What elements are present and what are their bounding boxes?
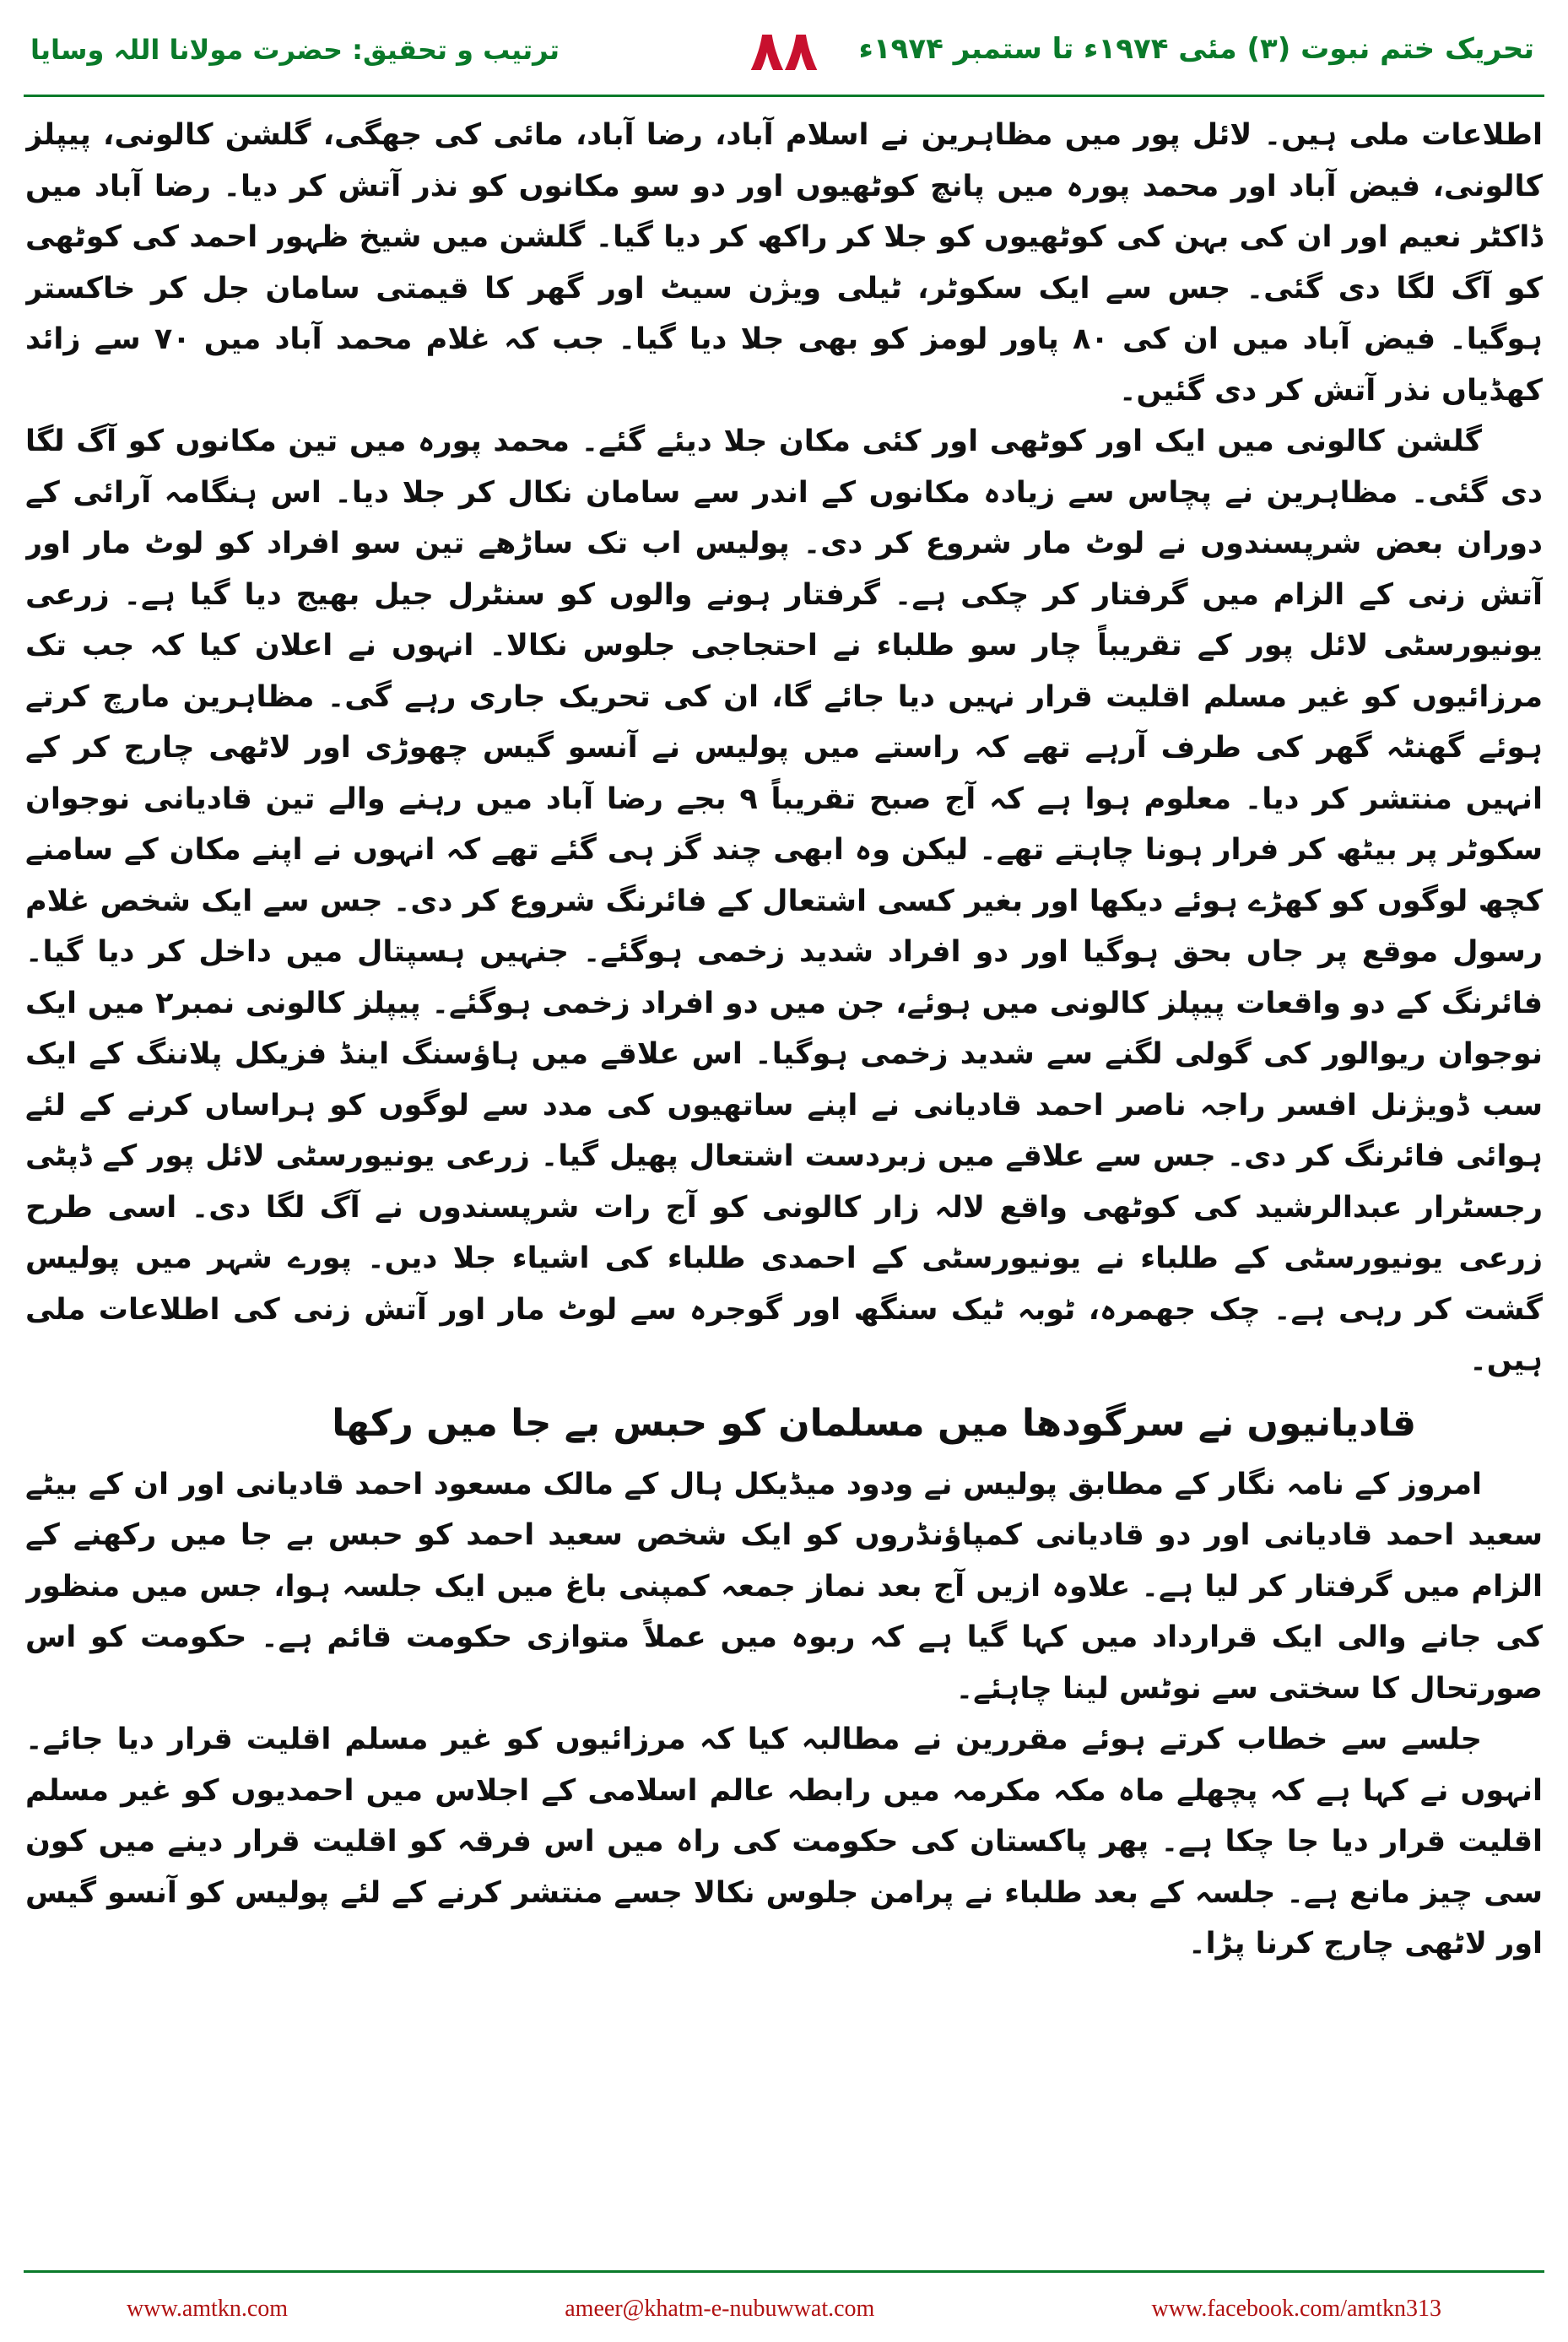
book-title: تحریک ختم نبوت (۳) مئی ۱۹۷۴ء تا ستمبر ۱۹۷۴ء — [858, 32, 1534, 66]
section-heading: قادیانیوں نے سرگودھا میں مسلمان کو حبس بے جا میں رکھا — [332, 1401, 1416, 1445]
paragraph-2: گلشن کالونی میں ایک اور کوٹھی اور کئی مکان جلا دیئے گئے۔ محمد پورہ میں تین مکانوں کو آگ لگا دی گئی۔ مظاہرین نے پچاس سے زیادہ مکانوں کے اندر سے سامان نکال کر جلا دیا۔ اس ہنگامہ آرائی کے دوران بعض شرپسندوں نے لوٹ مار شروع کر دی۔ پولیس اب تک ساڑھے تین سو افراد کو لوٹ مار اور آتش زنی کے الزام میں گرفتار کر چکی ہے۔ گرفتار ہونے والوں کو سنٹرل جیل بھیج دیا گیا ہے۔ زرعی یونیورسٹی لائل پور کے تقریباً چار سو طلباء نے احتجاجی جلوس نکالا۔ انہوں نے اعلان کیا کہ جب تک مرزائیوں کو غیر مسلم اقلیت قرار نہیں دیا جائے گا، ان کی تحریک جاری رہے گی۔ مظاہرین مارچ کرتے ہوئے گھنٹہ گھر کی طرف آرہے تھے کہ راستے میں پولیس نے آنسو گیس چھوڑی اور لاٹھی چارج کر کے انہیں منتشر کر دیا۔ معلوم ہوا ہے کہ آج صبح تقریباً ۹ بجے رضا آباد میں رہنے والے تین قادیانی نوجوان سکوٹر پر بیٹھ کر فرار ہونا چاہتے تھے۔ لیکن وہ ابھی چند گز ہی گئے تھے کہ انہوں نے اپنے مکان کے سامنے کچھ لوگوں کو کھڑے ہوئے دیکھا اور بغیر کسی اشتعال کے فائرنگ شروع کر دی۔ جس سے ایک شخص غلام رسول موقع پر جاں بحق ہوگیا اور دو افراد شدید زخمی ہوگئے۔ جنہیں ہسپتال میں داخل کر دیا گیا۔ فائرنگ کے دو واقعات پیپلز کالونی میں ہوئے، جن میں دو افراد زخمی ہوگئے۔ پیپلز کالونی نمبر۲ میں ایک نوجوان ریوالور کی گولی لگنے سے شدید زخمی ہوگیا۔ اس علاقے میں ہاؤسنگ اینڈ فزیکل پلاننگ کے ایک سب ڈویژنل افسر راجہ ناصر احمد قادیانی نے اپنے ساتھیوں کی مدد سے لوگوں کو ہراساں کرنے کے لئے ہوائی فائرنگ کر دی۔ جس سے علاقے میں زبردست اشتعال پھیل گیا۔ زرعی یونیورسٹی لائل پور کے ڈپٹی رجسٹرار عبدالرشید کی کوٹھی واقع لالہ زار کالونی کو آج رات شرپسندوں نے آگ لگا دی۔ اسی طرح زرعی یونیورسٹی کے طلباء نے یونیورسٹی کے احمدی طلباء کی اشیاء جلا دیں۔ پورے شہر میں پولیس گشت کر رہی ہے۔ چک جھمرہ، ٹوبہ ٹیک سنگھ اور گوجرہ سے لوٹ مار اور آتش زنی کی اطلاعات ملی ہیں۔ — [25, 425, 1543, 1377]
compiler-credit: ترتیب و تحقیق: حضرت مولانا اللہ وسایا — [30, 34, 560, 66]
page-footer — [0, 2275, 1568, 2342]
page-header — [0, 0, 1568, 93]
paragraph-1: اطلاعات ملی ہیں۔ لائل پور میں مظاہرین نے اسلام آباد، رضا آباد، مائی کی جھگی، گلشن کالونی، پیپلز کالونی، فیض آباد اور محمد پورہ میں پانچ کوٹھیوں اور دو سو مکانوں کو نذر آتش کر دیا۔ رضا آباد میں ڈاکٹر نعیم اور ان کی بہن کی کوٹھیوں کو جلا کر راکھ کر دیا گیا۔ گلشن میں شیخ ظہور احمد کی کوٹھی کو آگ لگا دی گئی۔ جس سے ایک سکوٹر، ٹیلی ویژن سیٹ اور گھر کا قیمتی سامان جل کر خاکستر ہوگیا۔ فیض آباد میں ان کی ۸۰ پاور لومز کو بھی جلا دیا گیا۔ جب کہ غلام محمد آباد میں ۷۰ سے زائد کھڈیاں نذر آتش کر دی گئیں۔ — [25, 118, 1543, 408]
facebook-link[interactable]: www.facebook.com/amtkn313 — [1151, 2295, 1441, 2322]
paragraph-4: جلسے سے خطاب کرتے ہوئے مقررین نے مطالبہ کیا کہ مرزائیوں کو غیر مسلم اقلیت قرار دیا جائے۔ انہوں نے کہا ہے کہ پچھلے ماہ مکہ مکرمہ میں رابطہ عالم اسلامی کے اجلاس میں احمدیوں کو غیر مسلم اقلیت قرار دیا جا چکا ہے۔ پھر پاکستان کی حکومت کی راہ میں اس فرقہ کو اقلیت قرار دینے میں کون سی چیز مانع ہے۔ جلسہ کے بعد طلباء نے پرامن جلوس نکالا جسے منتشر کرنے کے لئے پولیس کو آنسو گیس اور لاٹھی چارج کرنا پڑا۔ — [25, 1723, 1543, 1961]
footer-divider — [24, 2270, 1544, 2273]
website-link[interactable]: www.amtkn.com — [127, 2295, 289, 2322]
header-divider — [24, 95, 1544, 97]
paragraph-3: امروز کے نامہ نگار کے مطابق پولیس نے ودود میڈیکل ہال کے مالک مسعود احمد قادیانی اور ان کے بیٹے سعید احمد قادیانی اور دو قادیانی کمپاؤنڈروں کو ایک شخص سعید احمد کو حبس بے جا میں رکھنے کے الزام میں گرفتار کر لیا ہے۔ علاوہ ازیں آج بعد نماز جمعہ کمپنی باغ میں ایک جلسہ ہوا، جس میں منظور کی جانے والی ایک قرارداد میں کہا گیا ہے کہ ربوہ میں عملاً متوازی حکومت قائم ہے۔ حکومت کو اس صورتحال کا سختی سے نوٹس لینا چاہئے۔ — [25, 1467, 1543, 1706]
email-link[interactable]: ameer@khatm-e-nubuwwat.com — [565, 2295, 875, 2322]
page-number: ۸۸ — [749, 19, 819, 84]
article-body — [25, 110, 1543, 2253]
